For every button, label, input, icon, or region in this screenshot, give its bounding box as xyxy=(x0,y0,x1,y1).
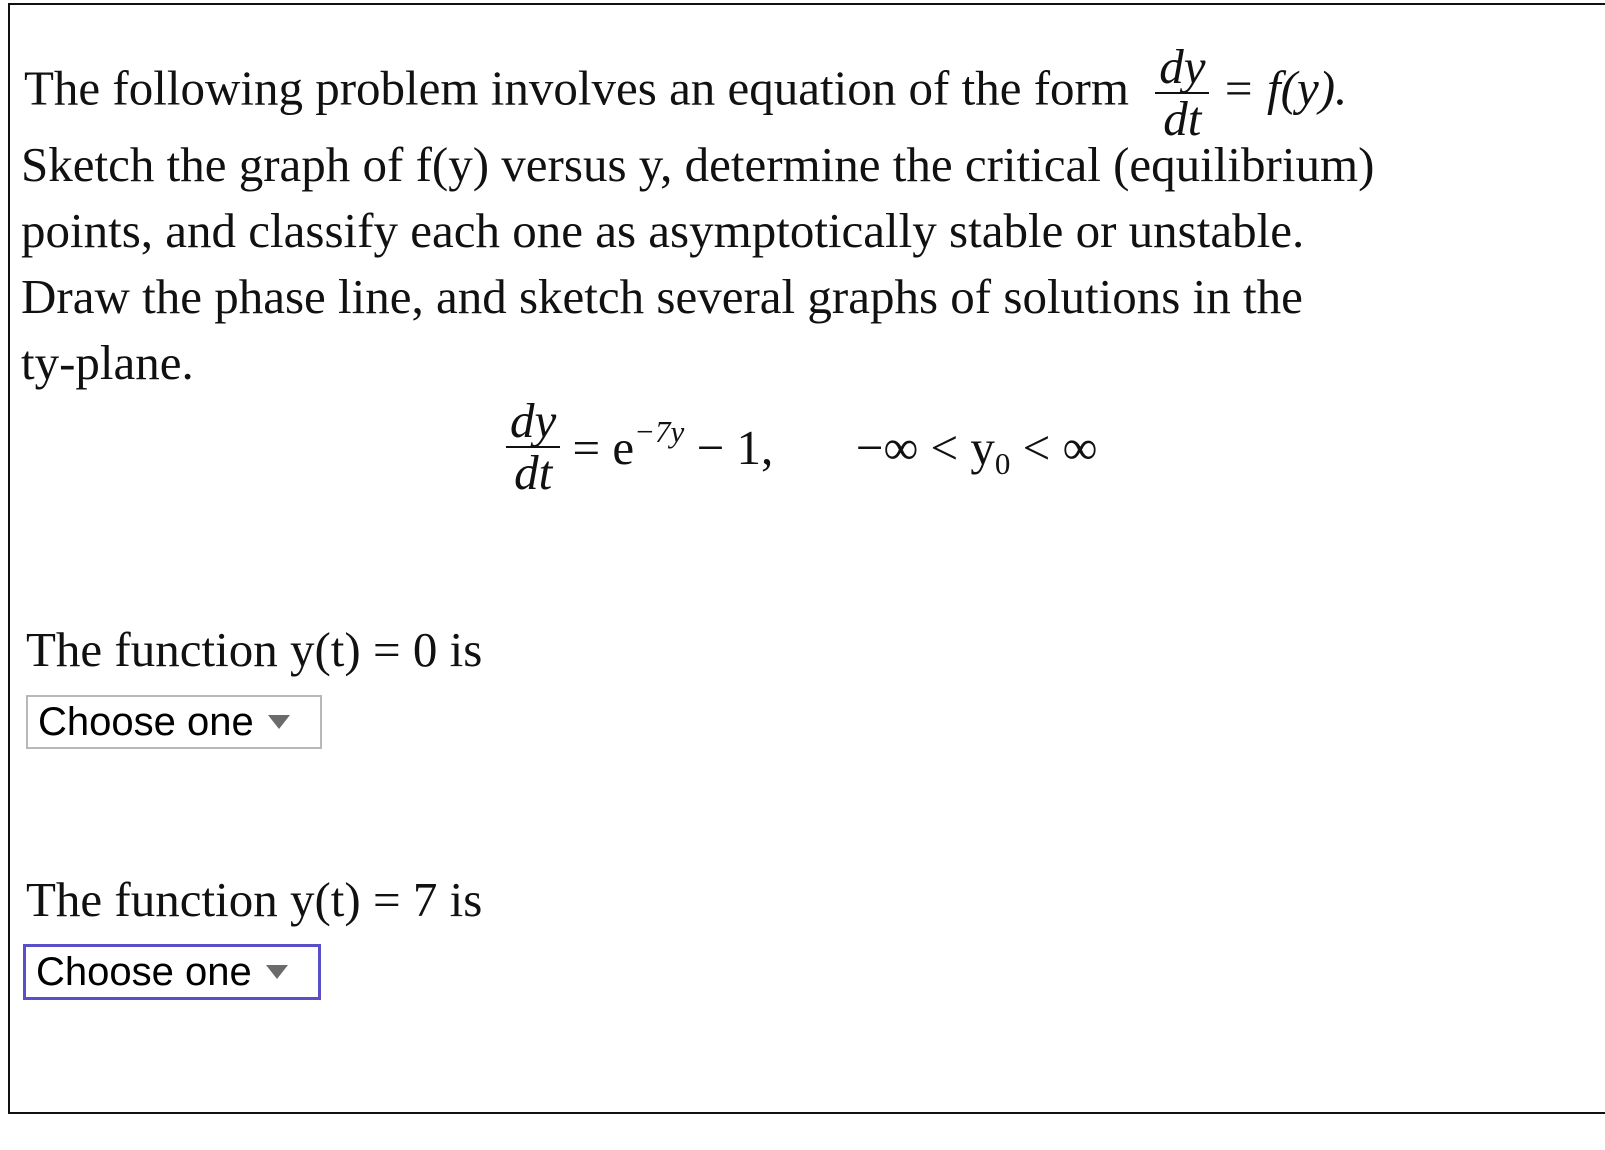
intro-fraction-denominator: dt xyxy=(1163,91,1202,146)
equation-rhs xyxy=(572,413,774,475)
instruction-line: ty-plane. xyxy=(21,335,194,390)
intro-fraction xyxy=(1155,39,1209,146)
stability-select-y0[interactable] xyxy=(26,695,322,749)
domain-subscript: 0 xyxy=(994,445,1011,481)
instruction-line: Sketch the graph of f(y) versus y, determine the critical (equilibrium) xyxy=(21,137,1375,192)
chevron-down-icon xyxy=(266,965,288,979)
intro-rhs: = f(y). xyxy=(1221,60,1348,116)
intro-equation xyxy=(1155,39,1348,146)
domain-left: −∞ < y xyxy=(855,419,995,475)
select-value: Choose one xyxy=(38,700,254,744)
equation-exponent: −7y xyxy=(634,413,685,449)
chevron-down-icon xyxy=(268,715,290,729)
equation-denominator: dt xyxy=(514,445,553,500)
equation-equals: = e xyxy=(572,419,635,475)
question-label-y7: The function y(t) = 7 is xyxy=(26,872,483,927)
stability-select-y7[interactable] xyxy=(23,944,321,1000)
instruction-line: Draw the phase line, and sketch several graphs of solutions in the xyxy=(21,269,1303,324)
domain-right: < ∞ xyxy=(1010,419,1098,475)
intro-sentence xyxy=(24,39,1348,146)
question-label-y0: The function y(t) = 0 is xyxy=(26,622,483,677)
differential-equation xyxy=(506,393,1098,500)
intro-fraction-numerator: dy xyxy=(1159,39,1206,94)
equation-fraction xyxy=(506,393,560,500)
intro-text: The following problem involves an equation of the form xyxy=(24,60,1129,116)
problem-instructions xyxy=(21,132,1561,396)
equation-rest: − 1, xyxy=(684,419,774,475)
equation-numerator: dy xyxy=(510,393,557,448)
instruction-line: points, and classify each one as asymptotically stable or unstable. xyxy=(21,203,1305,258)
select-value: Choose one xyxy=(36,950,252,994)
initial-condition-domain xyxy=(855,419,1098,481)
